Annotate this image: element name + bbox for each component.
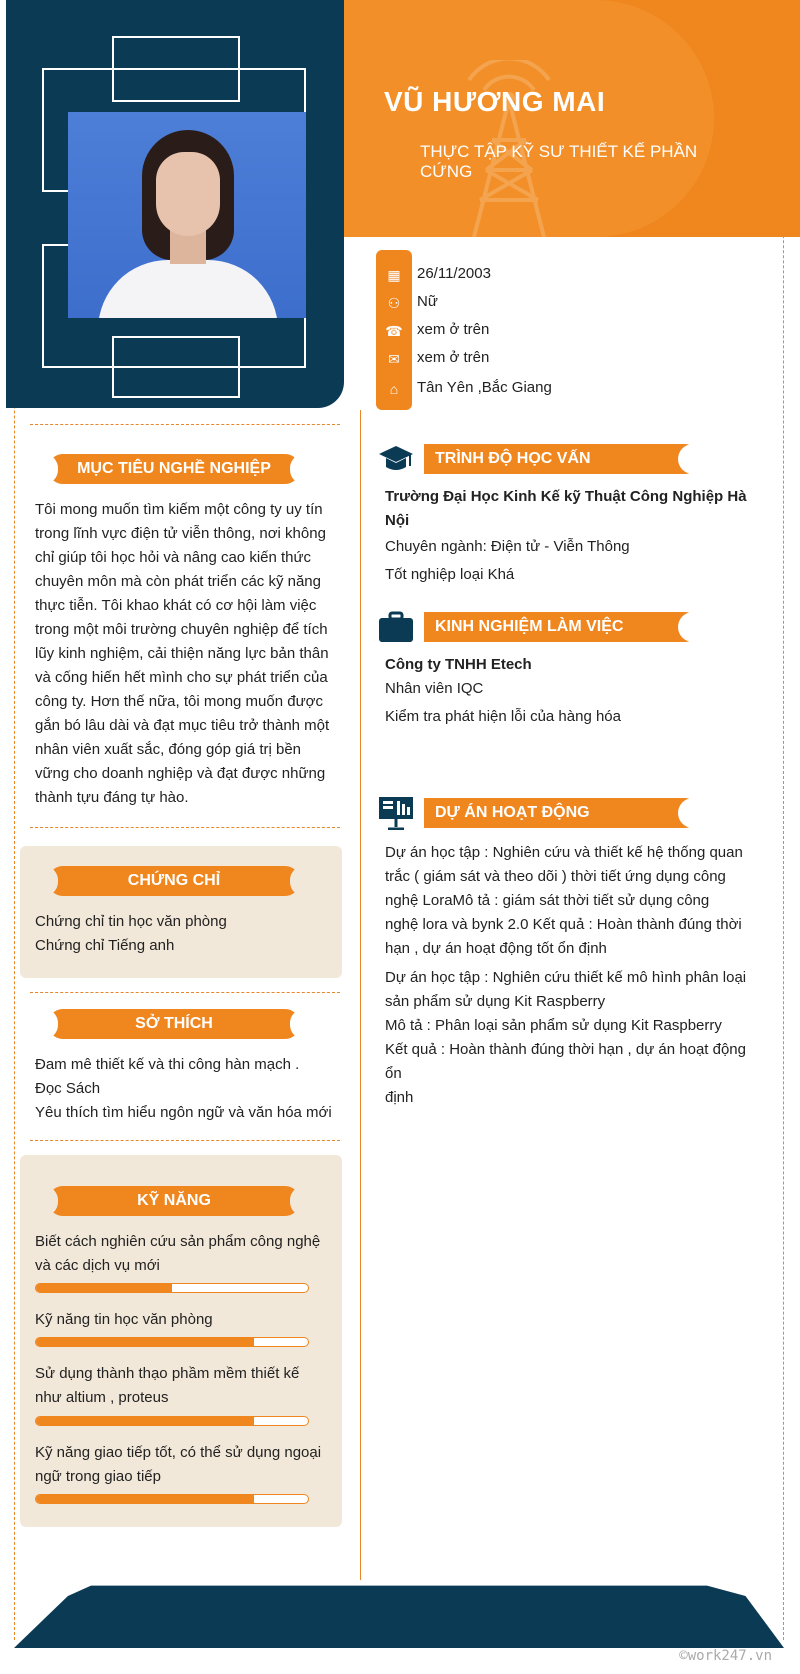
home-icon: ⌂ [389,381,399,397]
presentation-board-icon [378,796,414,830]
education-content [385,485,765,587]
skill-bar [35,1494,309,1504]
objective-text: Tôi mong muốn tìm kiếm một công ty uy tín trong lĩnh vực điện tử viễn thông, nơi không chỉ giúp tôi học hỏi và nâng cao kiến thức chuyên môn mà còn phát triển các kỹ năng thực tiễn. Tôi khao khát có cơ hội làm việc trong một môi trường chuyên nghiệp để tích lũy kinh nghiệm, cải thiện năng lực bản thân và cống hiến hết mình cho sự phát triển của công ty. Hơn thế nữa, tôi mong muốn được gắn bó lâu dài và đạt mục tiêu trở thành một nhân viên xuất sắc, đóng góp giá trị bền vững cho doanh nghiệp và đạt được những thành tựu đáng tự hào. [35,501,330,806]
list-item: Đam mê thiết kế và thi công hàn mạch . [35,1056,300,1073]
column-divider [360,410,361,1580]
graduation-cap-icon [378,442,414,476]
watermark: ©work247.vn [679,1648,772,1664]
major: Chuyên ngành: Điện tử - Viễn Thông [385,538,630,555]
list-item: Chứng chỉ tin học văn phòng [35,913,227,930]
job-title: THỰC TẬP KỸ SƯ THIẾT KẾ PHẦN CỨNG [420,142,698,181]
list-item: Đọc Sách [35,1080,101,1097]
grade: Tốt nghiệp loại Khá [385,566,515,583]
projects-title: DỰ ÁN HOẠT ĐỘNG [424,798,700,828]
skill-item: Kỹ năng giao tiếp tốt, có thể sử dụng ngoại ngữ trong giao tiếp [35,1444,322,1485]
project-block-1: Dự án học tập : Nghiên cứu và thiết kế hệ thống quan trắc ( giám sát và theo dõi ) thời tiết ứng dụng công nghệ LoraMô tả : giám sát thời tiết sử dụng công nghệ lora và bynk 2.0 Kết quả : Hoàn thành đúng thời hạn , dự án hoạt động tốt ổn định [385,844,743,957]
gender-icon: ⚇ [387,295,401,311]
certificates-list [35,910,335,958]
list-item: Yêu thích tìm hiểu ngôn ngữ và văn hóa mới [35,1104,332,1121]
skill-item: Biết cách nghiên cứu sản phẩm công nghệ và các dịch vụ mới [35,1233,321,1274]
position: Nhân viên IQC [385,680,484,697]
project-block-2: Dự án học tập : Nghiên cứu thiết kế mô hình phân loại sản phẩm sử dụng Kit Raspberry Mô tả : Phân loại sản phẩm sử dụng Kit Raspberry Kết quả : Hoàn thành đúng thời hạn , dự án hoạt động ổn định [385,969,747,1106]
phone-icon: ☎ [385,323,403,339]
candidate-name: VŨ HƯƠNG MAI [384,86,606,117]
school-name-cont: Nội [385,512,410,529]
skill-bar [35,1337,309,1347]
hobbies-list [35,1053,335,1125]
education-title: TRÌNH ĐỘ HỌC VẤN [424,444,700,474]
divider [30,992,340,993]
company-name: Công ty TNHH Etech [385,656,532,673]
skill-item: Kỹ năng tin học văn phòng [35,1311,213,1328]
footer-decoration [14,1583,784,1648]
experience-content [385,653,765,729]
calendar-icon: ▦ [387,267,401,283]
school-name: Trường Đại Học Kinh Kế kỹ Thuật Công Nghiệp Hà [385,488,747,505]
divider [30,424,340,425]
contact-dob: ▦ 26/11/2003 [376,263,736,287]
skill-bar [35,1283,309,1293]
contact-email: ✉ xem ở trên [376,347,736,371]
hobbies-title: SỞ THÍCH [48,1009,300,1039]
email-icon: ✉ [388,351,400,367]
certificates-title: CHỨNG CHỈ [48,866,300,896]
divider [30,1140,340,1141]
list-item: Chứng chỉ Tiếng anh [35,937,175,954]
contact-address: ⌂ Tân Yên ,Bắc Giang [376,377,736,401]
skill-bar [35,1416,309,1426]
profile-photo [68,112,306,318]
photo-panel [6,0,344,408]
contact-gender: ⚇ Nữ [376,291,736,315]
divider [30,827,340,828]
job-description: Kiểm tra phát hiện lỗi của hàng hóa [385,708,621,725]
contact-phone: ☎ xem ở trên [385,321,490,339]
header-banner [344,0,800,237]
objective-title: MỤC TIÊU NGHỀ NGHIỆP [48,454,300,484]
frame-bottom [112,336,240,398]
experience-title: KINH NGHIỆM LÀM VIỆC [424,612,700,642]
briefcase-icon [378,610,414,644]
skills-title: KỸ NĂNG [48,1186,300,1216]
skill-item: Sử dụng thành thạo phầm mềm thiết kế như altium , proteus [35,1365,300,1406]
